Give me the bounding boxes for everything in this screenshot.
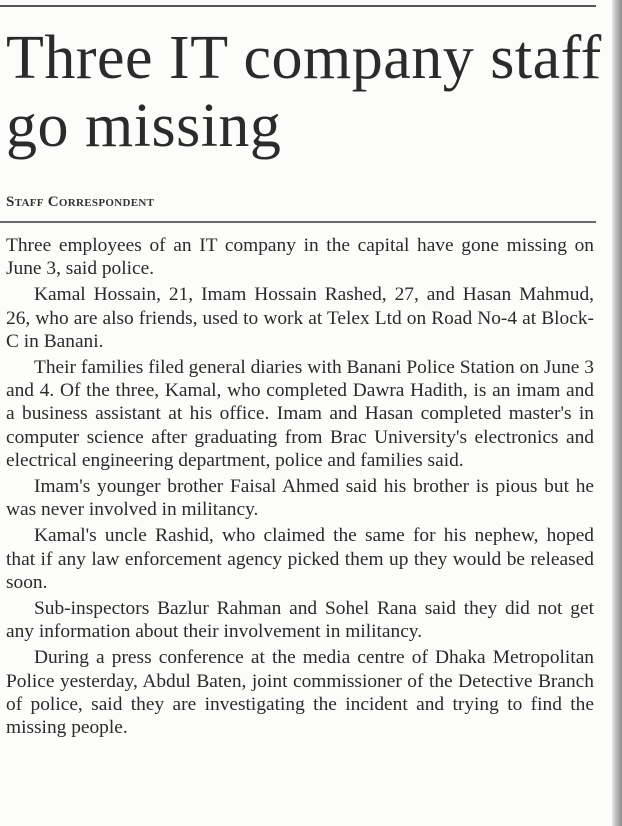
article-paragraph: During a press conference at the media centre of Dhaka Metropolitan Police yesterday, Abdul Baten, joint commissioner of the Detective Branch of police, said they are investigating the incident and trying to find the missing people. bbox=[6, 647, 594, 739]
article-body bbox=[6, 234, 594, 742]
headline: Three IT company staff go missing bbox=[6, 24, 602, 160]
article-paragraph: Imam's younger brother Faisal Ahmed said his brother is pious but he was never involved in militancy. bbox=[6, 476, 594, 521]
byline: Staff Correspondent bbox=[6, 194, 155, 210]
article-paragraph: Sub-inspectors Bazlur Rahman and Sohel Rana said they did not get any information about their involvement in militancy. bbox=[6, 598, 594, 643]
top-rule bbox=[0, 5, 596, 7]
article-paragraph: Kamal Hossain, 21, Imam Hossain Rashed, 27, and Hasan Mahmud, 26, who are also friends, used to work at Telex Ltd on Road No-4 at Block-C in Banani. bbox=[6, 284, 594, 352]
page-edge-shadow bbox=[612, 0, 622, 826]
article-paragraph: Kamal's uncle Rashid, who claimed the same for his nephew, hoped that if any law enforcement agency picked them up they would be released soon. bbox=[6, 525, 594, 593]
article-paragraph: Three employees of an IT company in the capital have gone missing on June 3, said police. bbox=[6, 235, 594, 280]
byline-rule bbox=[0, 221, 596, 223]
article-paragraph: Their families filed general diaries with Banani Police Station on June 3 and 4. Of the three, Kamal, who completed Dawra Hadith, is an imam and a business assistant at his office. Imam and Hasan completed master's in computer science after graduating from Brac University's electronics and electrical engineering department, police and families said. bbox=[6, 357, 594, 471]
